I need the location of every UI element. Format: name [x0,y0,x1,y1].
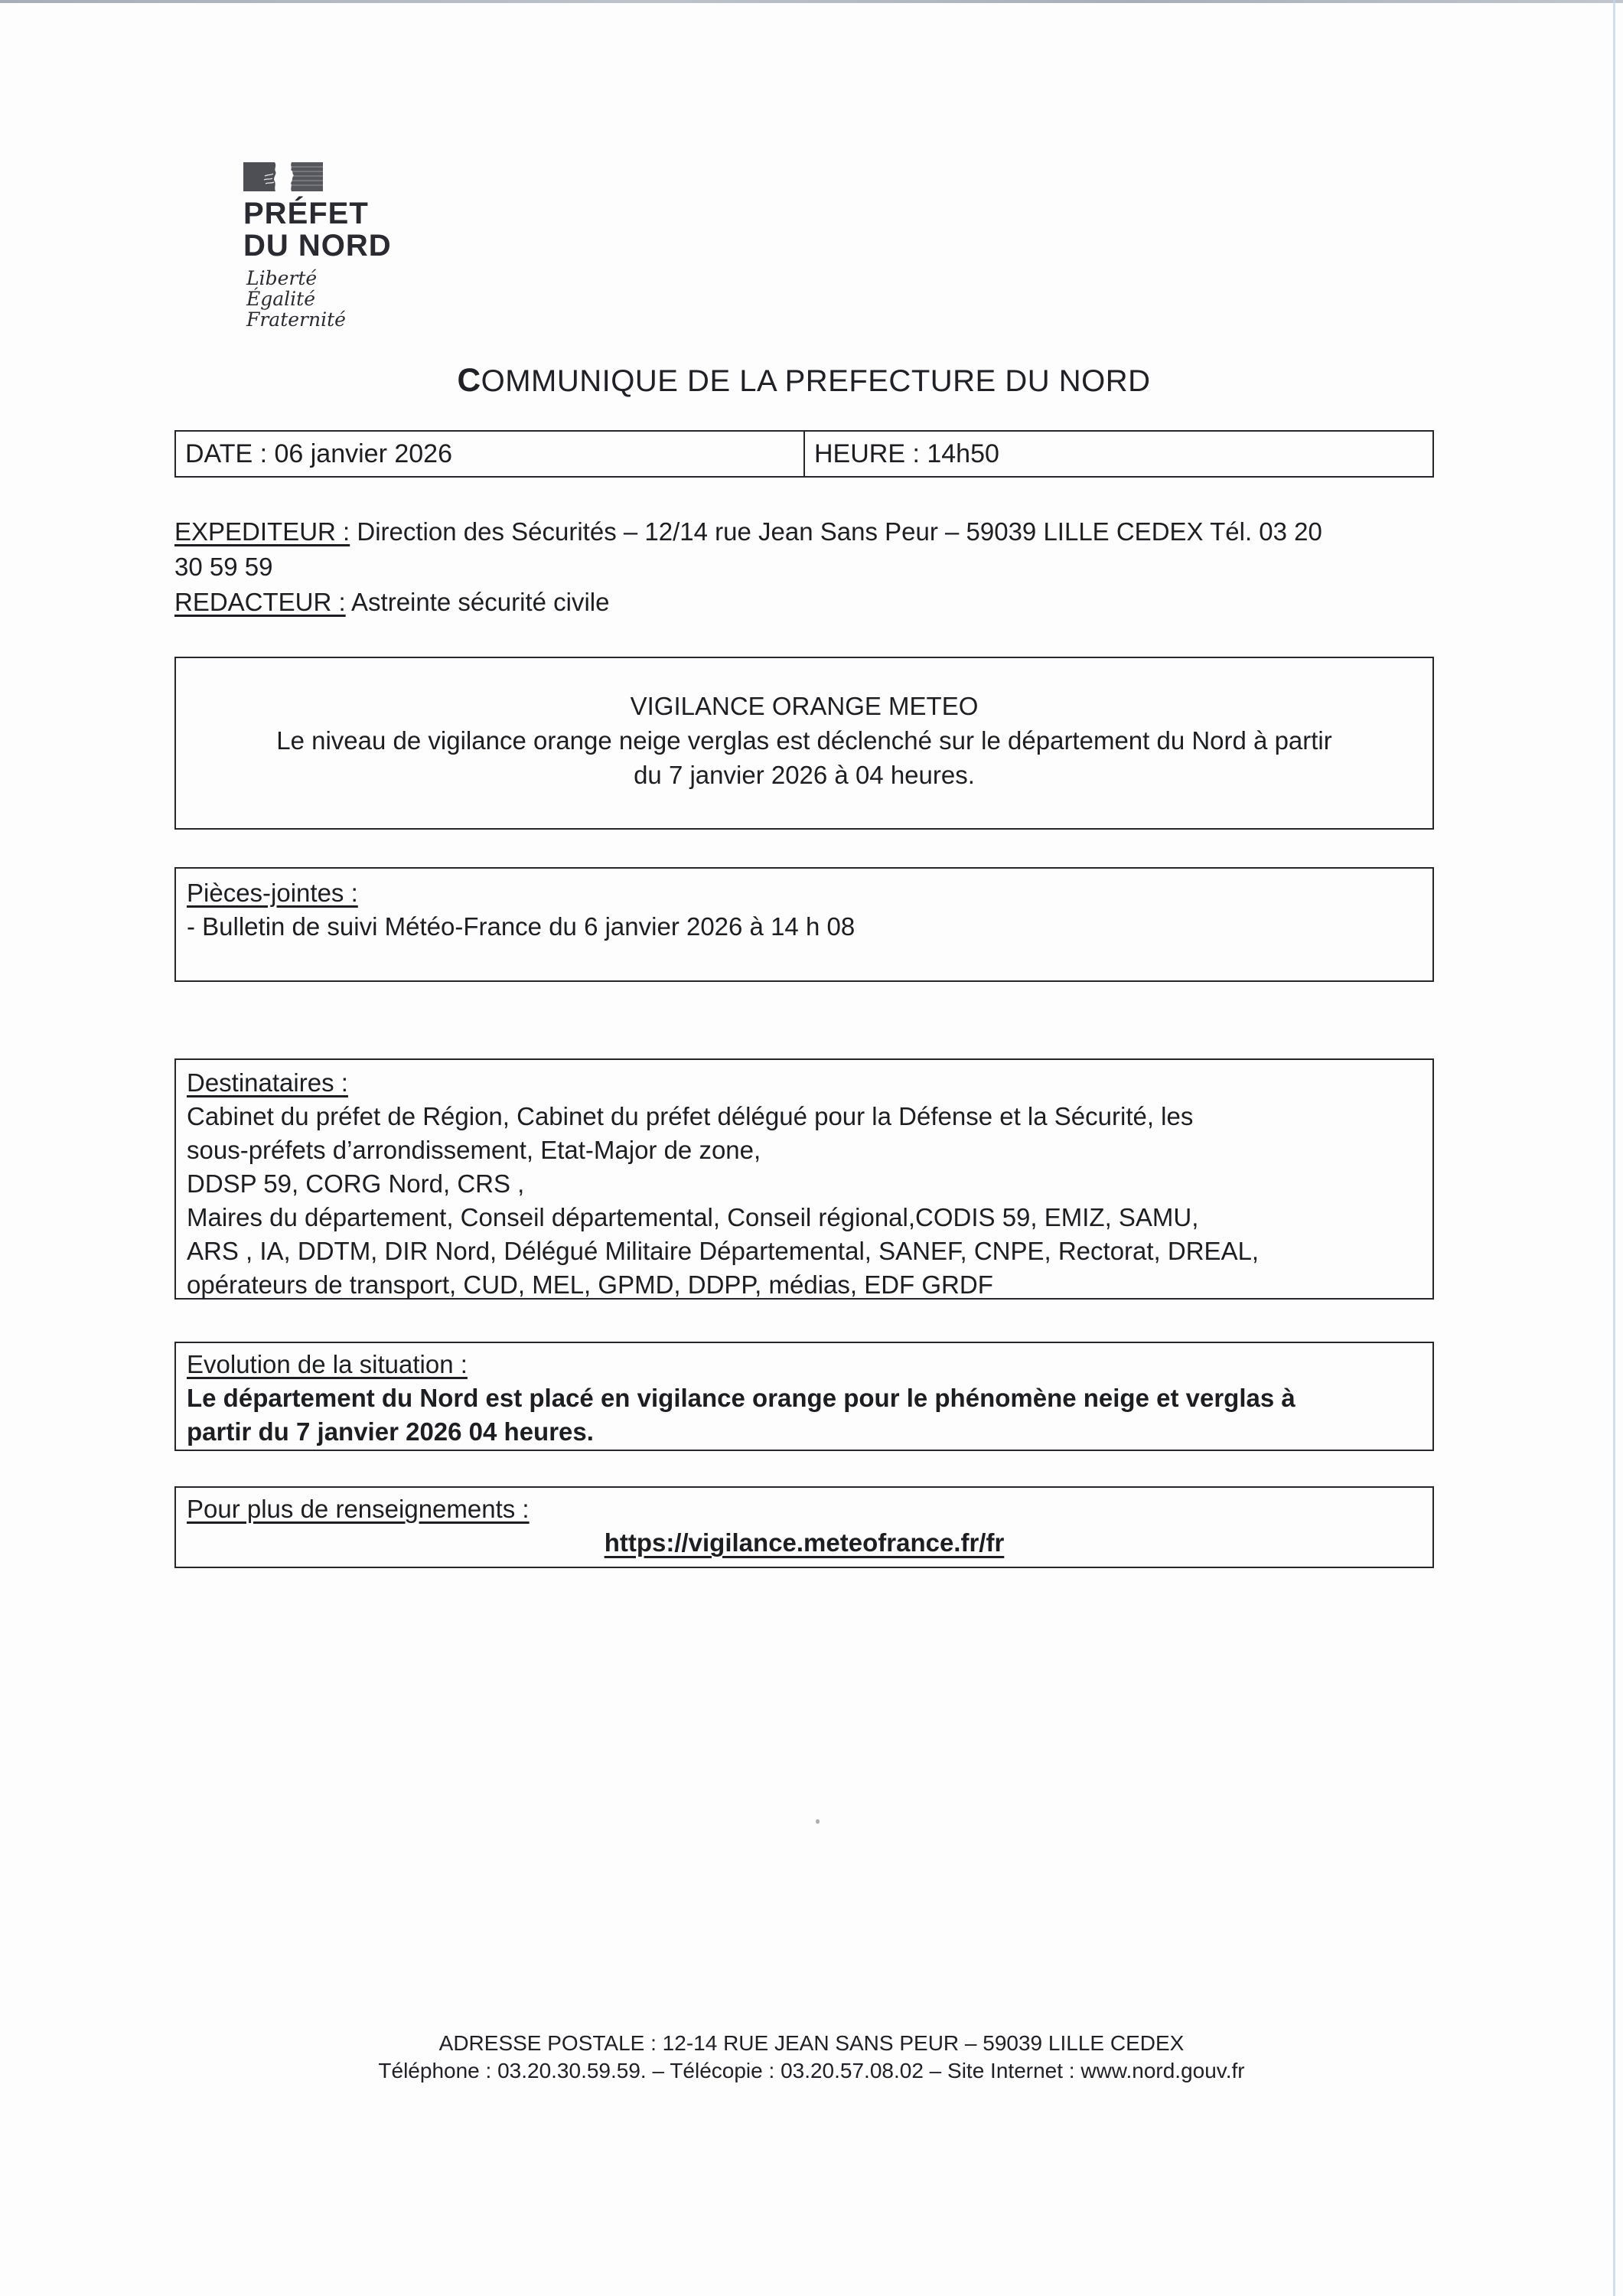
expediteur-label: EXPEDITEUR : [174,517,350,546]
attachments-label: Pièces-jointes : [187,879,358,907]
redacteur-line [174,585,1460,620]
attachment-item: - Bulletin de suivi Météo-France du 6 janvier 2026 à 14 h 08 [187,912,855,941]
evolution-line1: Le département du Nord est placé en vigilance orange pour le phénomène neige et verglas à [187,1384,1295,1412]
evolution-line2: partir du 7 janvier 2026 04 heures. [187,1417,594,1446]
logo-name-line2: DU NORD [243,229,392,263]
recipients-line: opérateurs de transport, CUD, MEL, GPMD, DDPP, médias, EDF GRDF [187,1270,993,1299]
time-cell: HEURE : 14h50 [803,432,1432,476]
more-info-url-line [187,1526,1422,1560]
recipients-label: Destinataires : [187,1068,348,1097]
recipients-line: DDSP 59, CORG Nord, CRS , [187,1169,525,1198]
scan-dot-artifact [816,1819,820,1824]
recipients-box [174,1058,1434,1300]
motto-liberte: Liberté [246,267,318,289]
attachments-box [174,867,1434,982]
sender-block [174,514,1460,620]
recipients-line: Cabinet du préfet de Région, Cabinet du préfet délégué pour la Défense et la Sécurité, les [187,1102,1194,1130]
footer-address-line: ADRESSE POSTALE : 12-14 RUE JEAN SANS PEUR – 59039 LILLE CEDEX [438,2031,1185,2055]
date-time-table [174,430,1434,478]
motto-fraternite: Fraternité [246,308,346,331]
logo-prefet-name [243,197,392,262]
footer-contact-line: Téléphone : 03.20.30.59.59. – Télécopie : 03.20.57.08.02 – Site Internet : www.nord.gouv.fr [378,2059,1245,2082]
expediteur-line [174,514,1460,550]
vigilance-url-link[interactable]: https://vigilance.meteofrance.fr/fr [604,1528,1005,1557]
alert-line1: Le niveau de vigilance orange neige verglas est déclenché sur le département du Nord à partir [276,726,1332,755]
footer-block [0,2030,1623,2085]
date-cell: DATE : 06 janvier 2026 [185,439,452,468]
vigilance-alert-box [174,657,1434,830]
recipients-line: Maires du département, Conseil départemental, Conseil régional,CODIS 59, EMIZ, SAMU, [187,1203,1199,1231]
expediteur-value: Direction des Sécurités – 12/14 rue Jean Sans Peur – 59039 LILLE CEDEX Tél. 03 20 [350,517,1322,546]
scan-edge-artifact-right [1613,0,1615,2296]
marianne-logo-icon [243,162,323,191]
alert-title: VIGILANCE ORANGE METEO [630,692,979,720]
recipients-line: ARS , IA, DDTM, DIR Nord, Délégué Militaire Départemental, SANEF, CNPE, Rectorat, DREAL, [187,1237,1260,1265]
scan-edge-artifact-top [0,0,1623,3]
document-title: COMMUNIQUE DE LA PREFECTURE DU NORD [457,362,1151,398]
logo-motto [246,268,346,330]
logo-name-line1: PRÉFET [243,197,369,230]
evolution-box [174,1342,1434,1451]
more-info-label: Pour plus de renseignements : [187,1495,530,1523]
motto-egalite: Égalité [246,288,315,310]
recipients-line: sous-préfets d’arrondissement, Etat-Major de zone, [187,1136,761,1164]
evolution-label: Evolution de la situation : [187,1350,468,1378]
more-info-box [174,1486,1434,1568]
alert-line2: du 7 janvier 2026 à 04 heures. [634,761,975,789]
redacteur-value: Astreinte sécurité civile [345,588,610,616]
redacteur-label: REDACTEUR : [174,588,346,616]
expediteur-line-overflow: 30 59 59 [174,553,273,581]
